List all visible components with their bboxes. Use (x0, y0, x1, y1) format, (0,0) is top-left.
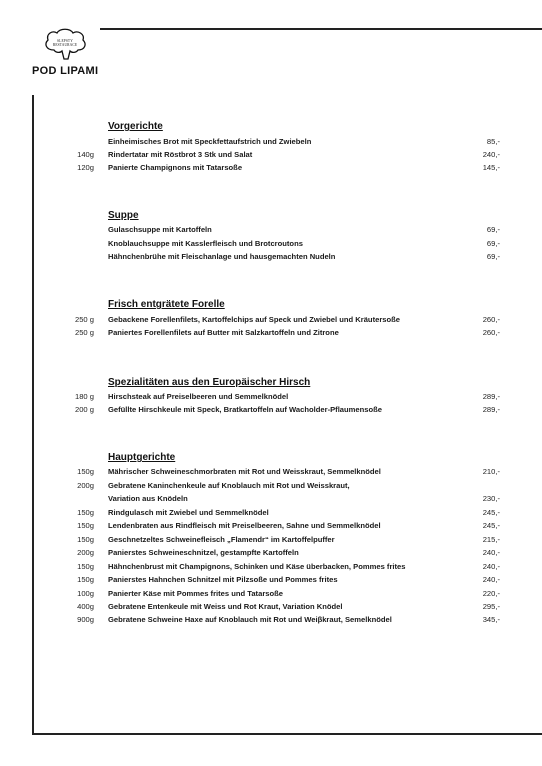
item-name: Gebratene Schweine Haxe auf Knoblauch mit Rot und Weiβkraut, Semelknödel (108, 615, 392, 624)
item-name: Gebratene Entenkeule mit Weiss und Rot Kraut, Variation Knödel (108, 602, 343, 611)
item-weight: 150g (77, 575, 94, 584)
item-price: 145,- (482, 163, 500, 172)
menu-item (0, 481, 542, 494)
item-name: Gefüllte Hirschkeule mit Speck, Bratkartoffeln auf Wacholder-Pflaumensoße (108, 405, 383, 414)
item-weight: 150g (77, 535, 94, 544)
item-price: 220,- (482, 589, 500, 598)
item-name: Einheimisches Brot mit Speckfettaufstrich und Zwiebeln (108, 137, 312, 146)
menu-item (0, 315, 542, 328)
item-weight: 150g (77, 508, 94, 517)
item-price: 69,- (486, 225, 500, 234)
logo-tagline-line2: RESTAURACE (52, 43, 78, 47)
item-price: 289,- (482, 392, 500, 401)
menu-item (0, 405, 542, 418)
menu-item (0, 467, 542, 480)
item-weight: 100g (77, 589, 94, 598)
bottom-rule (32, 733, 542, 735)
item-weight: 200g (77, 548, 94, 557)
section-title: Suppe (108, 210, 139, 221)
item-price: 260,- (482, 328, 500, 337)
item-name: Hähnchenbrust mit Champignons, Schinken und Käse überbacken, Pommes frites (108, 562, 406, 571)
item-price: 210,- (482, 467, 500, 476)
item-weight: 120g (77, 163, 94, 172)
item-weight: 400g (77, 602, 94, 611)
item-weight: 150g (77, 562, 94, 571)
menu-item (0, 239, 542, 252)
item-name: Panierter Käse mit Pommes frites und Tatarsoße (108, 589, 283, 598)
item-price: 85,- (486, 137, 500, 146)
logo-tagline-line1: SLEPSTY (57, 39, 73, 43)
item-weight: 200 g (74, 405, 94, 414)
item-weight: 900g (77, 615, 94, 624)
item-price: 240,- (482, 150, 500, 159)
item-name: Panierte Champignons mit Tatarsoße (108, 163, 243, 172)
item-name: Rindertatar mit Röstbrot 3 Stk und Salat (108, 150, 253, 159)
item-price: 240,- (482, 575, 500, 584)
item-price: 245,- (482, 508, 500, 517)
item-price: 289,- (482, 405, 500, 414)
item-price: 230,- (482, 494, 500, 503)
menu-item (0, 535, 542, 548)
item-price: 260,- (482, 315, 500, 324)
item-price: 240,- (482, 562, 500, 571)
brand-name: POD LIPAMI (32, 65, 99, 77)
item-price: 245,- (482, 521, 500, 530)
menu-item (0, 150, 542, 163)
menu-item (0, 328, 542, 341)
item-price: 295,- (482, 602, 500, 611)
item-name: Gulaschsuppe mit Kartoffeln (108, 225, 212, 234)
item-name: Geschnetzeltes Schweinefleisch „Flamendr“ im Kartoffelpuffer (108, 535, 335, 544)
item-name: Hirschsteak auf Preiselbeeren und Semmelknödel (108, 392, 289, 401)
item-name: Variation aus Knödeln (108, 494, 188, 503)
item-name: Knoblauchsuppe mit Kasslerfleisch und Brotcroutons (108, 239, 303, 248)
menu-item (0, 225, 542, 238)
item-name: Lendenbraten aus Rindfleisch mit Preiselbeeren, Sahne und Semmelknödel (108, 521, 381, 530)
menu-item (0, 575, 542, 588)
item-price: 240,- (482, 548, 500, 557)
menu-item (0, 521, 542, 534)
section-title: Hauptgerichte (108, 452, 176, 463)
item-price: 69,- (486, 239, 500, 248)
section-title: Spezialitäten aus den Europäischer Hirsch (108, 377, 311, 388)
item-name: Panierstes Hahnchen Schnitzel mit Pilzsoße und Pommes frites (108, 575, 338, 584)
section-title: Vorgerichte (108, 121, 163, 132)
logo-tagline (52, 39, 78, 47)
item-name: Gebackene Forellenfilets, Kartoffelchips auf Speck und Zwiebel und Kräutersoße (108, 315, 401, 324)
menu-item (0, 392, 542, 405)
top-rule (100, 28, 542, 30)
item-price: 69,- (486, 252, 500, 261)
menu-item (0, 163, 542, 176)
menu-item (0, 602, 542, 615)
menu-item (0, 137, 542, 150)
menu-item (0, 508, 542, 521)
item-name: Mährischer Schweineschmorbraten mit Rot und Weisskraut, Semmelknödel (108, 467, 381, 476)
item-weight: 180 g (74, 392, 94, 401)
item-name: Hähnchenbrühe mit Fleischanlage und hausgemachten Nudeln (108, 252, 336, 261)
item-name: Gebratene Kaninchenkeule auf Knoblauch mit Rot und Weisskraut, (108, 481, 350, 490)
menu-item (0, 615, 542, 628)
item-weight: 250 g (74, 315, 94, 324)
item-weight: 200g (77, 481, 94, 490)
item-weight: 150g (77, 521, 94, 530)
section-title: Frisch entgrätete Forelle (108, 299, 225, 310)
item-price: 215,- (482, 535, 500, 544)
menu-item (0, 562, 542, 575)
menu-item (0, 589, 542, 602)
item-name: Rindgulasch mit Zwiebel und Semmelknödel (108, 508, 269, 517)
item-price: 345,- (482, 615, 500, 624)
item-weight: 250 g (74, 328, 94, 337)
item-weight: 150g (77, 467, 94, 476)
menu-item (0, 252, 542, 265)
menu-item (0, 548, 542, 561)
item-weight: 140g (77, 150, 94, 159)
menu-item (0, 494, 542, 507)
restaurant-logo (26, 28, 106, 80)
item-name: Paniertes Forellenfilets auf Butter mit Salzkartoffeln und Zitrone (108, 328, 339, 337)
item-name: Panierstes Schweineschnitzel, gestampfte Kartoffeln (108, 548, 299, 557)
